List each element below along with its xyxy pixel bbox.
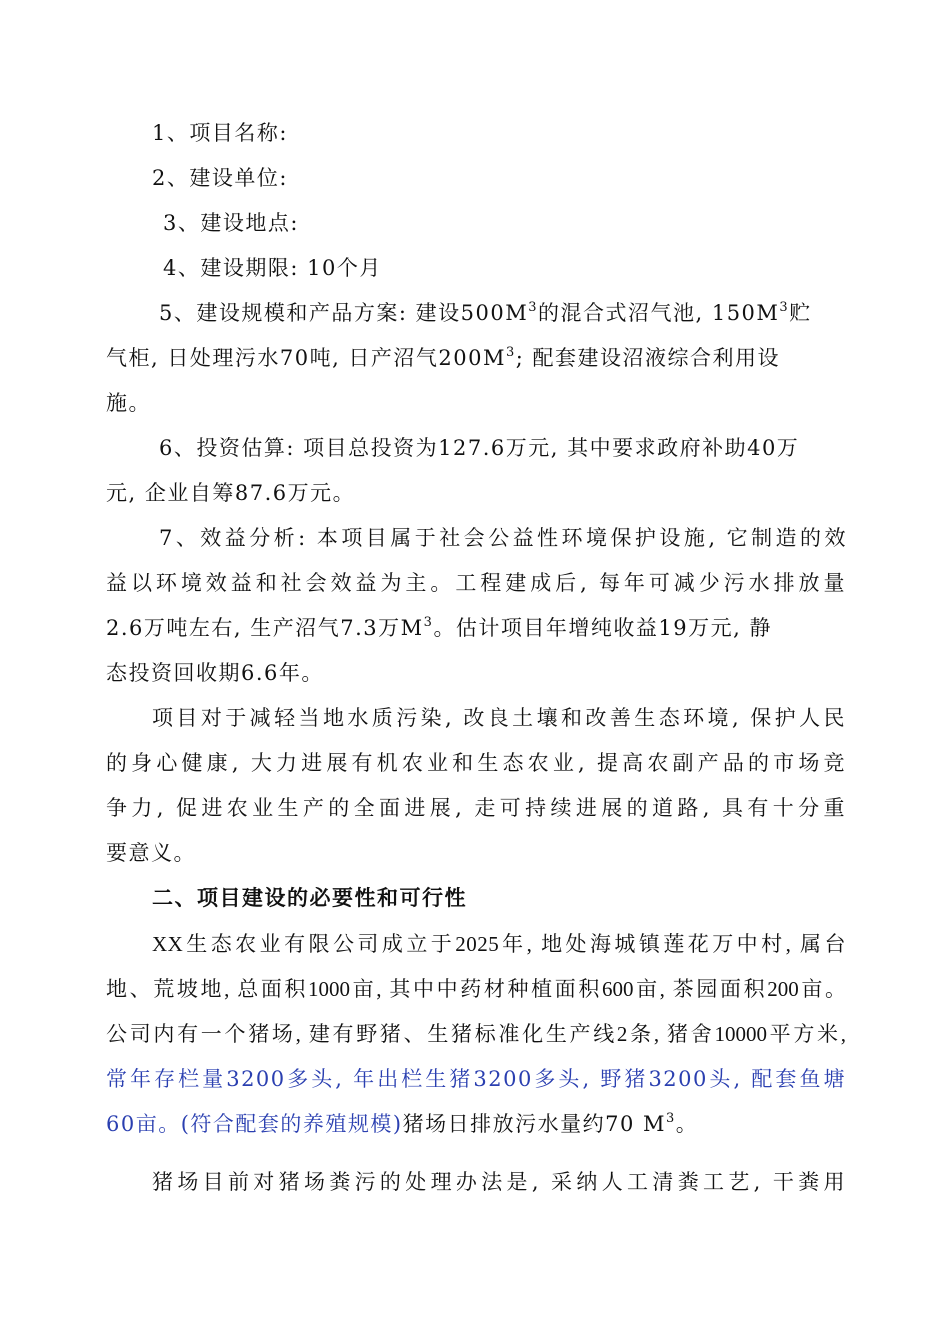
significance-line-4: 要意义。 (106, 841, 196, 865)
significance-line-1: 项目对于减轻当地水质污染, 改良土壤和改善生态环境, 保护人民 (152, 706, 846, 730)
benefit-line-3: 2.6万吨左右, 生产沼气7.3万$M^3$。估计项目年增纯收益19万元, 静 (106, 615, 773, 640)
item-project-name: 1、项目名称: (152, 121, 288, 145)
item-construction-location: 3、建设地点: (163, 211, 299, 235)
item-construction-period: 4、建设期限: 10个月 (163, 256, 382, 280)
significance-line-3: 争力, 促进农业生产的全面进展, 走可持续进展的道路, 具有十分重 (106, 796, 846, 820)
significance-line-2: 的身心健康, 大力进展有机农业和生态农业, 提高农副产品的市场竞 (106, 751, 846, 775)
section2-line-1: XX生态农业有限公司成立于2025年, 地处海城镇莲花万中村, 属台 (152, 932, 846, 956)
section2-line-5: 60亩。(符合配套的养殖规模)猪场日排放污水量约70 $M^3$。 (106, 1111, 699, 1136)
scale-line-1: 5、建设规模和产品方案: 建设$500M^3$的混合式沼气池, $150M^3$贮 (159, 300, 812, 325)
scale-line-2: 气柜, 日处理污水70吨, 日产沼气$200M^3$; 配套建设沼液综合利用设 (106, 345, 781, 370)
scale-line-3: 施。 (106, 391, 151, 415)
benefit-line-1: 7、效益分析: 本项目属于社会公益性环境保护设施, 它制造的效 (159, 526, 847, 550)
invest-line-1: 6、投资估算: 项目总投资为127.6万元, 其中要求政府补助40万 (159, 436, 800, 460)
benefit-line-4: 态投资回收期6.6年。 (106, 661, 324, 685)
invest-line-2: 元, 企业自筹87.6万元。 (106, 481, 356, 505)
section-heading: 二、项目建设的必要性和可行性 (152, 886, 467, 910)
section2-line-2: 地、荒坡地, 总面积1000亩, 其中中药材种植面积600亩, 茶园面积200亩。 (106, 977, 846, 1001)
section2-line-3: 公司内有一个猪场, 建有野猪、生猪标准化生产线2条, 猪舍10000平方米, (106, 1022, 846, 1046)
benefit-line-2: 益以环境效益和社会效益为主。工程建成后, 每年可减少污水排放量 (106, 571, 846, 595)
section2-line-6: 猪场目前对猪场粪污的处理办法是, 采纳人工清粪工艺, 干粪用 (152, 1170, 846, 1194)
item-construction-unit: 2、建设单位: (152, 166, 288, 190)
section2-line-4: 常年存栏量3200多头, 年出栏生猪3200多头, 野猪3200头, 配套鱼塘 (106, 1067, 846, 1091)
scale-note: 60亩。(符合配套的养殖规模) (106, 1112, 403, 1136)
